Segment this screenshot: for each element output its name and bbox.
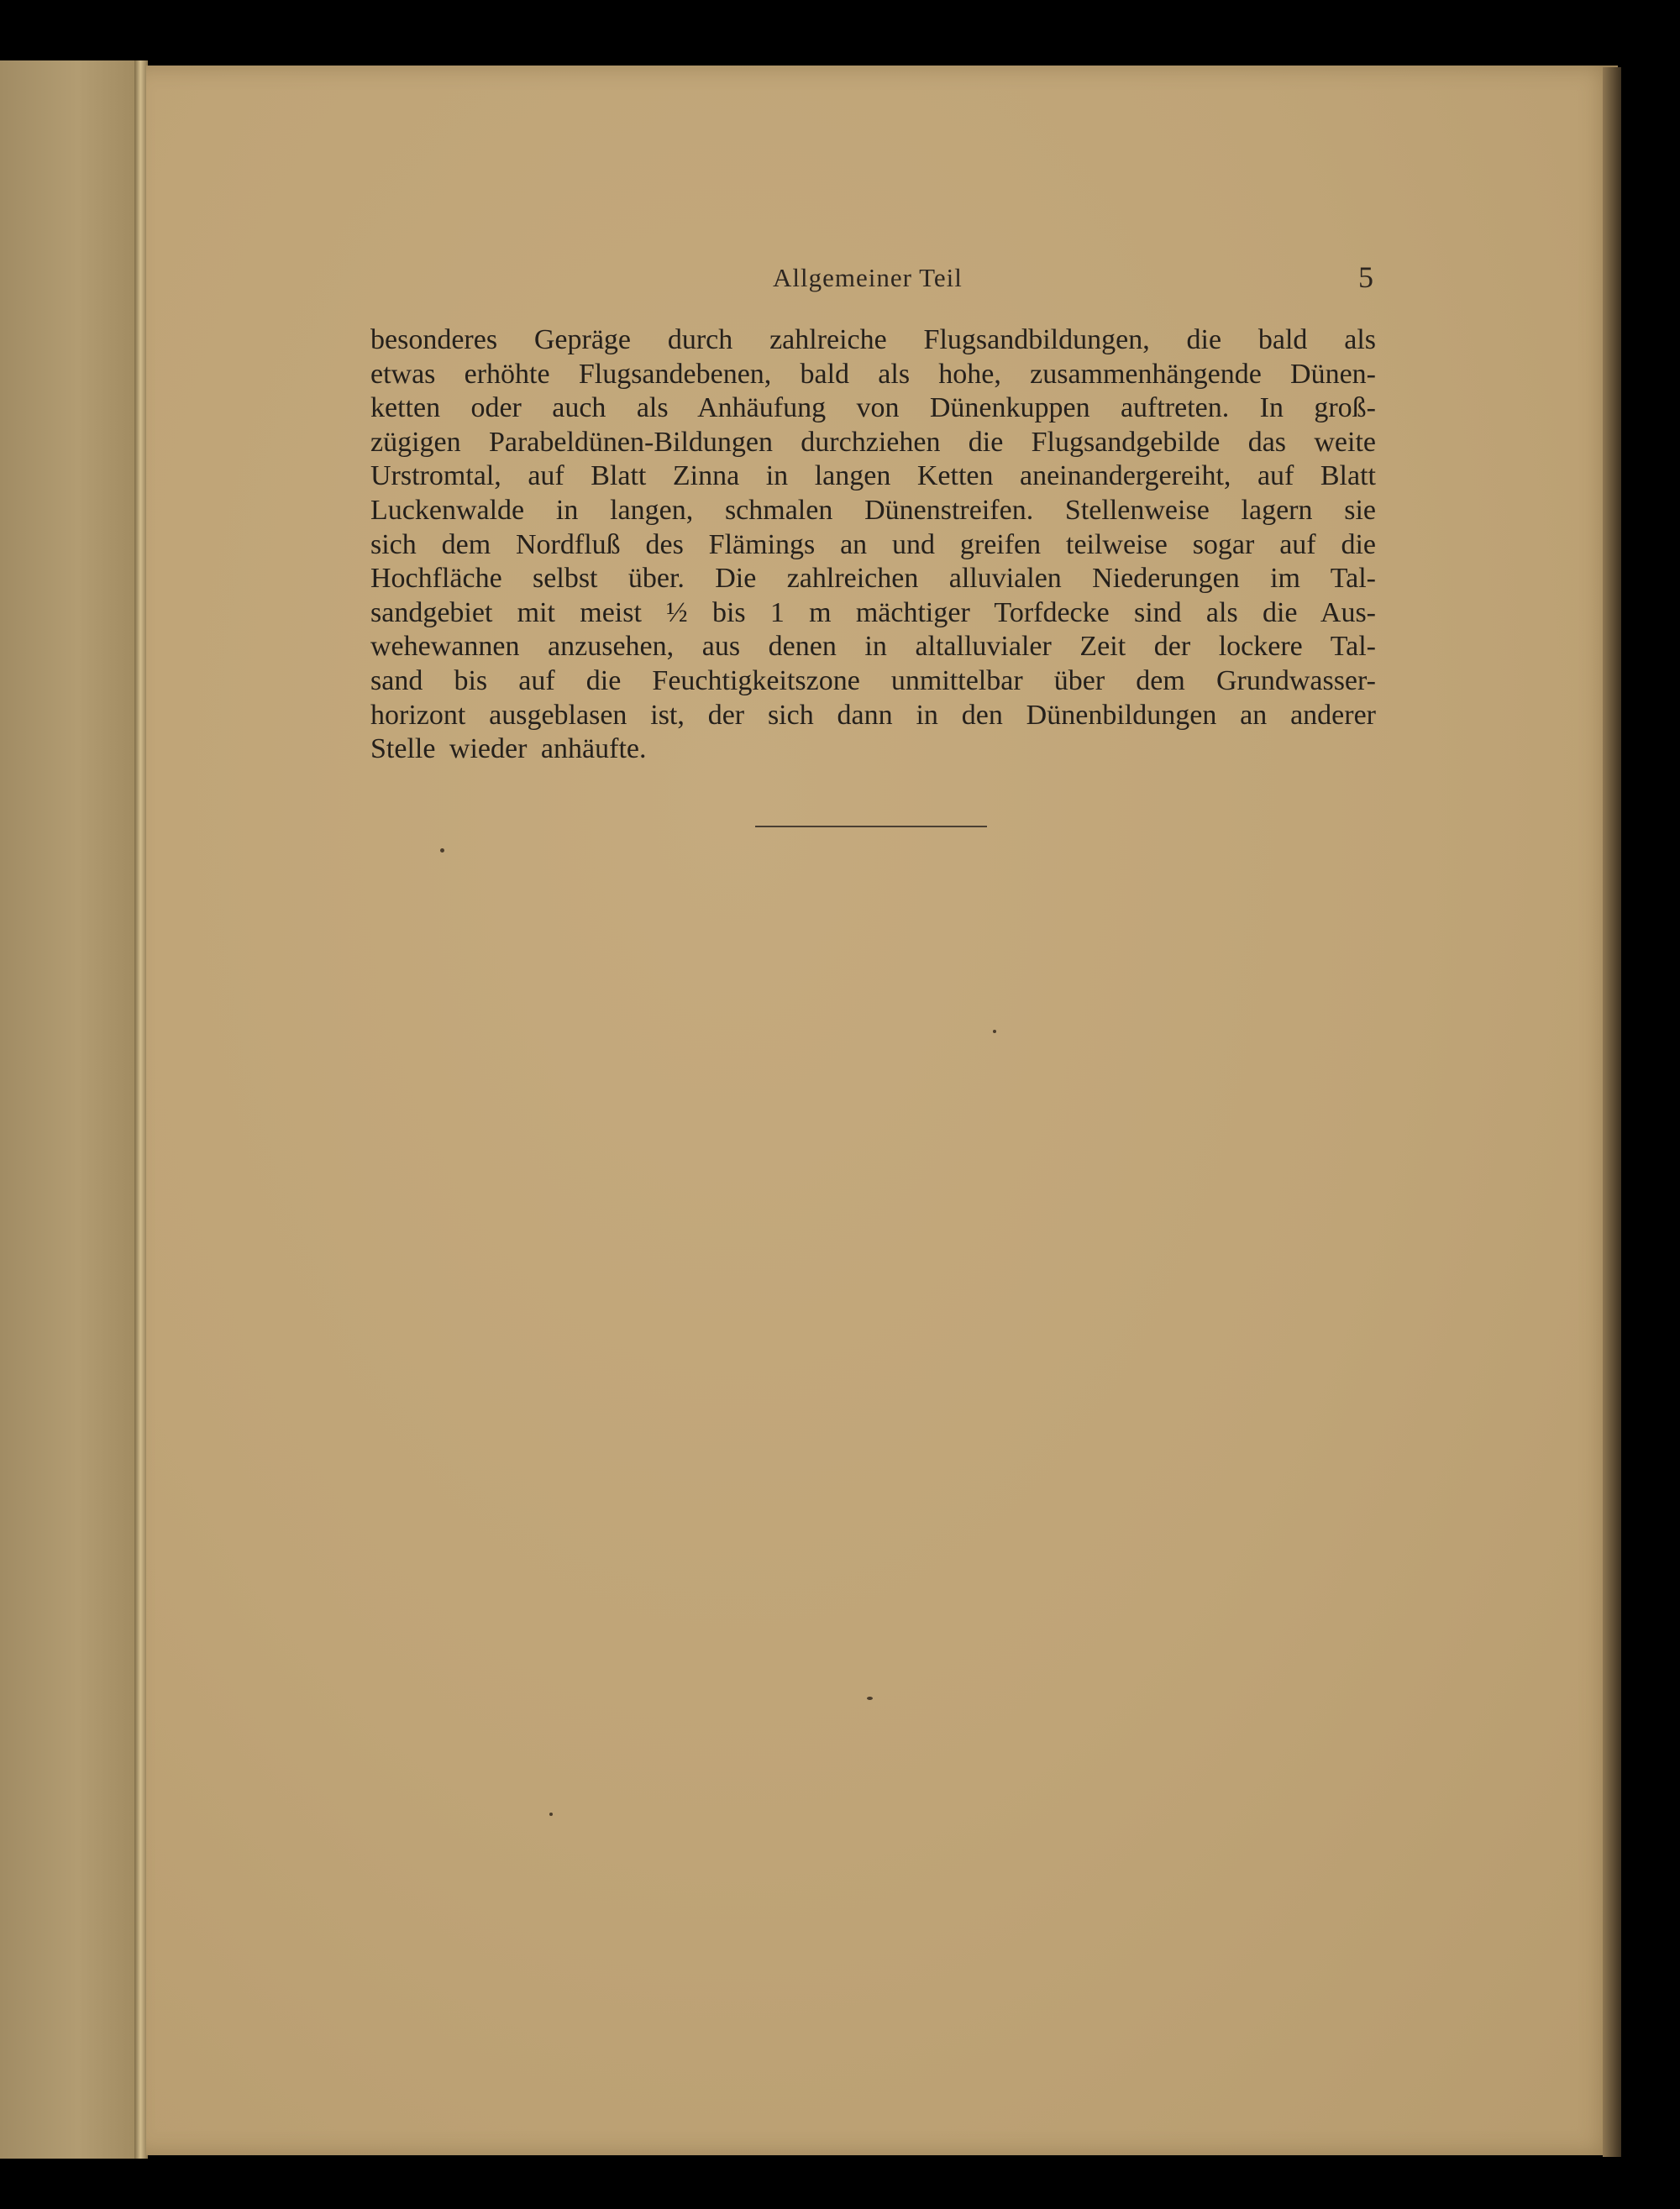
text-line: wehewannen anzusehen, aus denen in altalluvialer Zeit der lockere Tal- — [370, 631, 1376, 663]
text-line: Hochfläche selbst über. Die zahlreichen alluvialen Niederungen im Tal- — [370, 563, 1376, 595]
text-line: sich dem Nordfluß des Flämings an und greifen teilweise sogar auf die — [370, 528, 1376, 560]
body-paragraph — [370, 323, 1376, 767]
page-number: 5 — [1358, 260, 1373, 294]
text-line: sand bis auf die Feuchtigkeitszone unmittelbar über dem Grundwasser- — [370, 664, 1376, 696]
section-end-rule — [755, 826, 987, 827]
text-line: etwas erhöhte Flugsandebenen, bald als hohe, zusammenhängende Dünen- — [370, 358, 1376, 390]
page-edge-shadow — [1603, 67, 1621, 2157]
paper-speck — [549, 1813, 553, 1816]
paper-speck — [993, 1030, 996, 1033]
text-line: besonderes Gepräge durch zahlreiche Flugsandbildungen, die bald als — [370, 324, 1376, 355]
text-line: Luckenwalde in langen, schmalen Dünenstreifen. Stellenweise lagern sie — [370, 494, 1376, 526]
paper-speck — [440, 848, 444, 853]
text-line: zügigen Parabeldünen-Bildungen durchziehen die Flugsandgebilde das weite — [370, 426, 1376, 458]
running-header-title: Allgemeiner Teil — [773, 263, 963, 292]
left-facing-page — [0, 60, 141, 2159]
text-line: sandgebiet mit meist ½ bis 1 m mächtiger Torfdecke sind als die Aus- — [370, 596, 1376, 628]
paper-speck — [867, 1697, 873, 1700]
text-line: ketten oder auch als Anhäufung von Dünenkuppen auftreten. In groß- — [370, 392, 1376, 424]
text-line-last: Stelle wieder anhäufte. — [370, 733, 647, 765]
text-line: horizont ausgeblasen ist, der sich dann in den Dünenbildungen an anderer — [370, 699, 1376, 731]
text-line: Urstromtal, auf Blatt Zinna in langen Ketten aneinandergereiht, auf Blatt — [370, 460, 1376, 492]
